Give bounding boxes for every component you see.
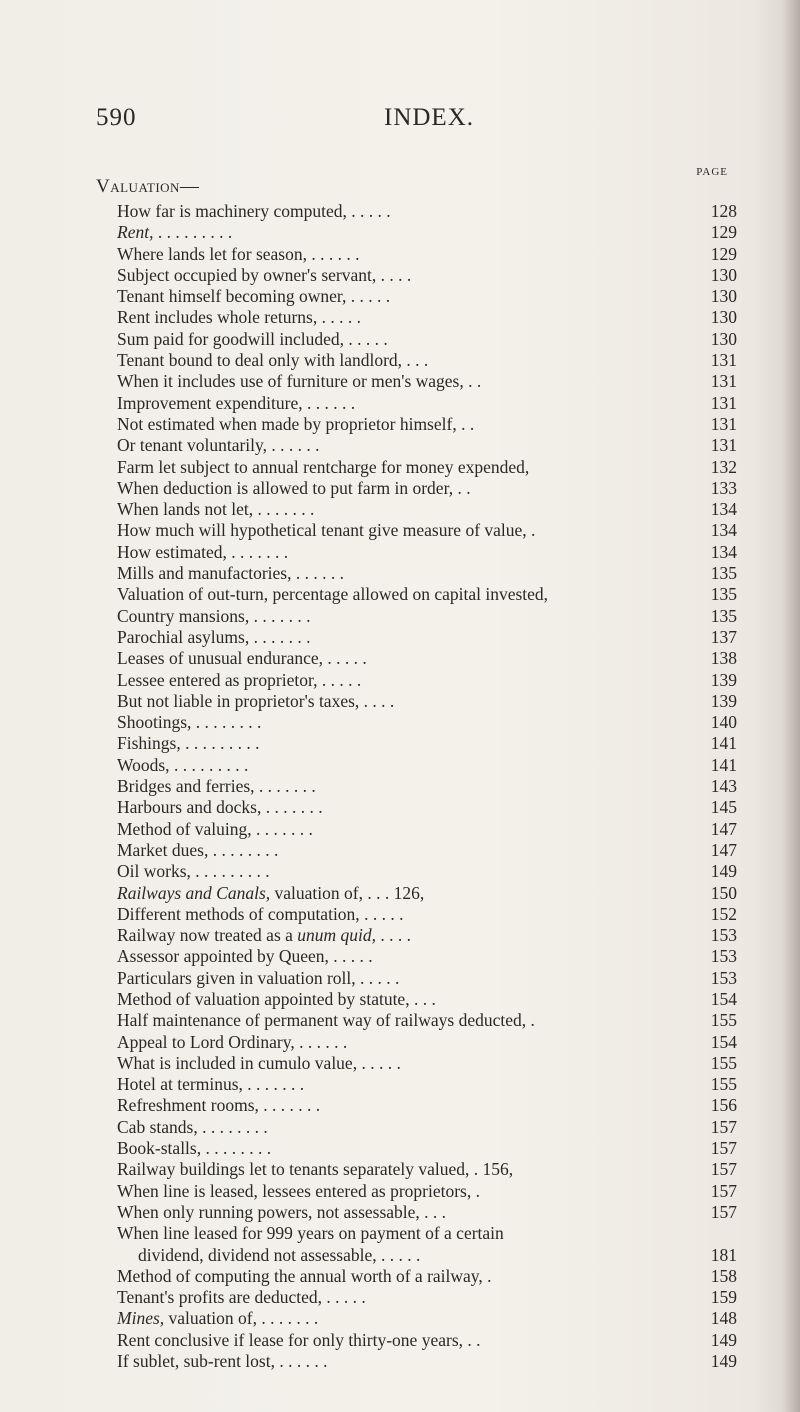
entry-label: Leases of unusual endurance, bbox=[117, 648, 324, 669]
dot-leader: . . bbox=[463, 1329, 481, 1350]
index-entry bbox=[0, 1223, 800, 1244]
index-entry bbox=[0, 1117, 800, 1138]
dot-leader: . . . . . . . . bbox=[201, 1138, 272, 1159]
entry-label: Harbours and docks, bbox=[117, 797, 262, 818]
index-entry bbox=[0, 776, 800, 797]
entry-label: Fishings, bbox=[117, 733, 181, 754]
index-entry bbox=[0, 968, 800, 989]
index-entry bbox=[0, 946, 800, 967]
entry-label: Oil works, bbox=[117, 861, 191, 882]
entry-page-number: 137 bbox=[710, 626, 737, 647]
index-entry bbox=[0, 201, 800, 222]
entry-label: Where lands let for season, bbox=[117, 243, 307, 264]
index-entry bbox=[0, 989, 800, 1010]
index-entry bbox=[0, 861, 800, 882]
dot-leader: . . . . bbox=[376, 925, 412, 946]
entry-page-number: 135 bbox=[710, 605, 737, 626]
index-entry bbox=[0, 606, 800, 627]
entry-text bbox=[117, 563, 344, 584]
entry-label: Improvement expenditure, bbox=[117, 392, 303, 413]
dot-leader: . . . . . . . . . bbox=[190, 861, 270, 882]
entry-text bbox=[117, 1053, 401, 1074]
entry-page-number: 131 bbox=[710, 413, 737, 434]
entry-text bbox=[117, 861, 270, 882]
index-entry bbox=[0, 393, 800, 414]
dot-leader: . . . . . . . bbox=[242, 1074, 305, 1095]
entry-page-number: 148 bbox=[710, 1308, 737, 1329]
entry-text bbox=[117, 1181, 480, 1202]
entry-text bbox=[117, 904, 403, 925]
index-entry bbox=[0, 1202, 800, 1223]
entry-label: When only running powers, not assessable, bbox=[117, 1201, 420, 1222]
index-entry bbox=[0, 819, 800, 840]
entry-page-number: 154 bbox=[710, 988, 737, 1009]
entry-page-number: 133 bbox=[710, 477, 737, 498]
index-entry bbox=[0, 478, 800, 499]
index-entry bbox=[0, 435, 800, 456]
dot-leader: . . . . . . bbox=[302, 392, 356, 413]
dot-leader: . . . . . . . bbox=[254, 776, 316, 797]
dot-leader: . . . . . . bbox=[274, 1351, 328, 1372]
entry-text bbox=[117, 1074, 304, 1095]
entry-page-number: 131 bbox=[710, 371, 737, 392]
index-entry bbox=[0, 1308, 800, 1329]
entry-label: How estimated, bbox=[117, 541, 227, 562]
entry-page-number: 158 bbox=[710, 1265, 737, 1286]
entry-text bbox=[117, 222, 232, 243]
entry-page-number: 155 bbox=[710, 1074, 737, 1095]
entry-page-number: 130 bbox=[710, 286, 737, 307]
dot-leader: . . . . bbox=[359, 690, 395, 711]
dot-leader: . . . . . . . . bbox=[208, 839, 279, 860]
dot-leader: . . . . . bbox=[322, 1287, 366, 1308]
entry-label: Shootings, bbox=[117, 712, 192, 733]
entry-page-number: 157 bbox=[710, 1138, 737, 1159]
entry-label: Farm let subject to annual rentcharge for money expended, bbox=[117, 456, 530, 477]
entry-page-number: 157 bbox=[710, 1159, 737, 1180]
entry-page-number: 130 bbox=[710, 328, 737, 349]
dot-leader: . . . . . . . bbox=[256, 1308, 319, 1329]
entry-text bbox=[117, 776, 316, 797]
index-entry bbox=[0, 286, 800, 307]
dot-leader: . . . bbox=[402, 350, 429, 371]
index-entry bbox=[0, 1181, 800, 1202]
entry-label: When line leased for 999 years on payment of a certain bbox=[117, 1223, 504, 1244]
index-entry bbox=[0, 755, 800, 776]
entry-label: When deduction is allowed to put farm in order, bbox=[117, 477, 454, 498]
entry-label: Railway now treated as a bbox=[117, 925, 298, 946]
index-entry bbox=[0, 244, 800, 265]
index-entry bbox=[0, 265, 800, 286]
entry-page-number: 129 bbox=[710, 243, 737, 264]
dot-leader: . . . . . . . bbox=[258, 1095, 321, 1116]
index-entry bbox=[0, 1245, 800, 1266]
entry-page-number: 130 bbox=[710, 307, 737, 328]
index-entry bbox=[0, 499, 800, 520]
dot-leader: . . . . . . . bbox=[261, 797, 323, 818]
entry-page-number: 140 bbox=[710, 712, 737, 733]
index-entries bbox=[0, 201, 800, 1372]
index-entry bbox=[0, 797, 800, 818]
entry-text bbox=[117, 499, 314, 520]
entry-label: Or tenant voluntarily, bbox=[117, 435, 268, 456]
entry-page-number: 134 bbox=[710, 499, 737, 520]
index-entry bbox=[0, 520, 800, 541]
entry-label: Method of valuation appointed by statute, bbox=[117, 988, 410, 1009]
dot-leader: . . . . . . . . . bbox=[153, 222, 233, 243]
entry-label: Bridges and ferries, bbox=[117, 776, 255, 797]
entry-text bbox=[117, 350, 428, 371]
entry-page-number: 157 bbox=[710, 1116, 737, 1137]
entry-text bbox=[117, 329, 388, 350]
entry-label: Subject occupied by owner's servant, bbox=[117, 264, 377, 285]
entry-text bbox=[117, 307, 361, 328]
dot-leader: . bbox=[526, 520, 536, 541]
running-head bbox=[0, 104, 800, 138]
entry-text bbox=[117, 457, 529, 478]
entry-label: Tenant himself becoming owner, bbox=[117, 286, 347, 307]
entry-page-number: 129 bbox=[710, 222, 737, 243]
entry-page-number: 139 bbox=[710, 669, 737, 690]
entry-page-number: 147 bbox=[710, 839, 737, 860]
index-entry bbox=[0, 1330, 800, 1351]
index-entry bbox=[0, 670, 800, 691]
entry-label: When lands not let, bbox=[117, 499, 254, 520]
index-entry bbox=[0, 350, 800, 371]
entry-text bbox=[117, 244, 360, 265]
entry-page-number: 131 bbox=[710, 392, 737, 413]
entry-label: Half maintenance of permanent way of railways deducted, bbox=[117, 1010, 527, 1031]
entry-text bbox=[117, 1330, 481, 1351]
entry-label: Appeal to Lord Ordinary, bbox=[117, 1031, 295, 1052]
index-entry bbox=[0, 648, 800, 669]
entry-label: Country mansions, bbox=[117, 605, 250, 626]
entry-label: Woods, bbox=[117, 754, 170, 775]
index-entry bbox=[0, 1074, 800, 1095]
dot-leader: . . bbox=[456, 413, 475, 434]
entry-label: Market dues, bbox=[117, 839, 209, 860]
index-entry bbox=[0, 414, 800, 435]
entry-label: When line is leased, lessees entered as proprietors, bbox=[117, 1180, 472, 1201]
entry-text bbox=[117, 670, 361, 691]
index-entry bbox=[0, 925, 800, 946]
entry-text bbox=[117, 755, 248, 776]
index-entry bbox=[0, 1053, 800, 1074]
entry-label: How much will hypothetical tenant give measure of value, bbox=[117, 520, 527, 541]
index-entry bbox=[0, 1032, 800, 1053]
entry-page-number: 157 bbox=[710, 1201, 737, 1222]
entry-page-number: 181 bbox=[710, 1244, 737, 1265]
entry-text bbox=[117, 1287, 366, 1308]
entry-text bbox=[117, 925, 411, 946]
dot-leader: . . . . . . bbox=[294, 1031, 348, 1052]
running-title: INDEX. bbox=[384, 104, 475, 131]
entry-page-number: 143 bbox=[710, 776, 737, 797]
entry-text bbox=[117, 733, 259, 754]
index-entry bbox=[0, 1351, 800, 1372]
entry-label: Different methods of computation, bbox=[117, 903, 360, 924]
index-entry bbox=[0, 584, 800, 605]
entry-page-number: 141 bbox=[710, 733, 737, 754]
entry-text bbox=[117, 1095, 320, 1116]
index-entry bbox=[0, 904, 800, 925]
entry-text bbox=[117, 1159, 513, 1180]
dot-leader: . . . . . . . bbox=[249, 626, 311, 647]
index-entry bbox=[0, 307, 800, 328]
page-number: 590 bbox=[96, 104, 137, 131]
entry-text bbox=[117, 648, 367, 669]
dot-leader: . . . . . bbox=[328, 946, 373, 967]
page-column-label: PAGE bbox=[696, 166, 728, 178]
dot-leader: . . . . . bbox=[346, 201, 391, 221]
entry-label: Method of computing the annual worth of a railway, bbox=[117, 1265, 483, 1286]
dot-leader: . bbox=[471, 1180, 480, 1201]
entry-text bbox=[117, 946, 373, 967]
entry-text bbox=[117, 1010, 535, 1031]
dot-leader: . . . . . bbox=[357, 1052, 401, 1073]
entry-text bbox=[117, 542, 288, 563]
dot-leader: . . . . . bbox=[355, 967, 400, 988]
index-entry bbox=[0, 691, 800, 712]
entry-page-number: 153 bbox=[710, 967, 737, 988]
entry-label: Parochial asylums, bbox=[117, 626, 250, 647]
dot-leader: . . . . . . . bbox=[226, 541, 289, 562]
entry-label: Book-stalls, bbox=[117, 1138, 202, 1159]
dot-leader: . . . . . . bbox=[267, 435, 320, 456]
dot-leader: . . . . . . . . bbox=[191, 712, 262, 733]
entry-label: Rent conclusive if lease for only thirty-one years, bbox=[117, 1329, 464, 1350]
index-entry bbox=[0, 1287, 800, 1308]
entry-page-number: 134 bbox=[710, 520, 737, 541]
dot-leader: . . . . . bbox=[323, 648, 367, 669]
entry-text bbox=[117, 1117, 268, 1138]
entry-page-number: 145 bbox=[710, 797, 737, 818]
entry-text bbox=[117, 478, 471, 499]
entry-label: Valuation of out-turn, percentage allowed on capital invested, bbox=[117, 584, 549, 605]
section-heading: Valuation— bbox=[96, 176, 200, 197]
entry-text bbox=[117, 627, 310, 648]
dot-leader: . . . . . . . bbox=[253, 499, 315, 520]
entry-page-number: 131 bbox=[710, 350, 737, 371]
entry-label: Railway buildings let to tenants separately valued, bbox=[117, 1159, 470, 1180]
index-entry bbox=[0, 371, 800, 392]
entry-label: How far is machinery computed, bbox=[117, 201, 347, 221]
entry-text bbox=[117, 286, 390, 307]
dot-leader: . bbox=[526, 1010, 535, 1031]
entry-text bbox=[117, 435, 320, 456]
entry-page-number: 131 bbox=[710, 435, 737, 456]
entry-label: Cab stands, bbox=[117, 1116, 198, 1137]
entry-text bbox=[138, 1245, 420, 1266]
dot-leader: . . . . . bbox=[317, 669, 362, 690]
entry-page-number: 138 bbox=[710, 648, 737, 669]
entry-text bbox=[117, 1138, 271, 1159]
dot-leader: . . . . . bbox=[344, 328, 388, 349]
dot-leader: . . . . . bbox=[359, 903, 404, 924]
entry-page-number: 141 bbox=[710, 754, 737, 775]
entry-page-number: 153 bbox=[710, 946, 737, 967]
entry-text bbox=[117, 819, 313, 840]
entry-label: Sum paid for goodwill included, bbox=[117, 328, 344, 349]
entry-text bbox=[117, 606, 310, 627]
dot-leader: . . . . . . bbox=[307, 243, 360, 264]
index-entry bbox=[0, 1010, 800, 1031]
entry-text bbox=[117, 520, 535, 541]
entry-heading-italic: Railways and Canals, bbox=[117, 882, 271, 903]
index-entry bbox=[0, 840, 800, 861]
entry-label: Refreshment rooms, bbox=[117, 1095, 259, 1116]
index-entry bbox=[0, 712, 800, 733]
entry-page-number: 139 bbox=[710, 690, 737, 711]
entry-page-number: 135 bbox=[710, 563, 737, 584]
dot-leader: . . . . . . bbox=[291, 563, 344, 584]
entry-page-number: 152 bbox=[710, 903, 737, 924]
entry-text bbox=[117, 414, 474, 435]
entry-label: Assessor appointed by Queen, bbox=[117, 946, 329, 967]
index-entry bbox=[0, 627, 800, 648]
entry-page-number: 149 bbox=[710, 1351, 737, 1372]
entry-page-number: 155 bbox=[710, 1010, 737, 1031]
entry-label: Rent includes whole returns, bbox=[117, 307, 318, 328]
entry-text bbox=[117, 1202, 446, 1223]
dot-leader: . . . . . bbox=[346, 286, 391, 307]
entry-text bbox=[117, 797, 323, 818]
entry-page-number: 153 bbox=[710, 925, 737, 946]
index-entry bbox=[0, 1266, 800, 1287]
entry-label: Method of valuing, bbox=[117, 818, 252, 839]
entry-label: valuation of, bbox=[270, 882, 363, 903]
entry-label: Hotel at terminus, bbox=[117, 1074, 243, 1095]
dot-leader: . . bbox=[453, 477, 471, 498]
dot-leader: . bbox=[482, 1265, 492, 1286]
entry-label: Mills and manufactories, bbox=[117, 563, 292, 584]
index-entry bbox=[0, 542, 800, 563]
entry-text bbox=[117, 1351, 327, 1372]
entry-text bbox=[117, 201, 391, 222]
dot-leader: . . . 126, bbox=[362, 882, 425, 903]
dot-leader: . . . . . bbox=[317, 307, 361, 328]
index-entry bbox=[0, 457, 800, 478]
dot-leader: . . . bbox=[419, 1201, 447, 1222]
entry-text bbox=[117, 989, 436, 1010]
entry-label: What is included in cumulo value, bbox=[117, 1052, 358, 1073]
index-entry bbox=[0, 733, 800, 754]
dot-leader: . . . . bbox=[376, 264, 412, 285]
dot-leader: . . . . . . . bbox=[251, 818, 313, 839]
entry-text bbox=[117, 371, 481, 392]
entry-page-number: 156 bbox=[710, 1095, 737, 1116]
index-entry bbox=[0, 222, 800, 243]
entry-text bbox=[117, 584, 548, 605]
entry-text bbox=[117, 1266, 492, 1287]
dot-leader: . . bbox=[463, 371, 482, 392]
entry-page-number: 147 bbox=[710, 818, 737, 839]
entry-text bbox=[117, 712, 261, 733]
entry-label: Lessee entered as proprietor, bbox=[117, 669, 318, 690]
entry-label: dividend, dividend not assessable, bbox=[138, 1244, 377, 1265]
entry-page-number: 149 bbox=[710, 1329, 737, 1350]
entry-label: But not liable in proprietor's taxes, bbox=[117, 690, 360, 711]
entry-text bbox=[117, 883, 424, 904]
entry-label: Particulars given in valuation roll, bbox=[117, 967, 356, 988]
entry-label: Not estimated when made by proprietor himself, bbox=[117, 413, 457, 434]
entry-page-number: 154 bbox=[710, 1031, 737, 1052]
entry-text bbox=[117, 1223, 504, 1244]
index-entry bbox=[0, 883, 800, 904]
index-entry bbox=[0, 1138, 800, 1159]
entry-page-number: 150 bbox=[710, 882, 737, 903]
index-entry bbox=[0, 563, 800, 584]
entry-text bbox=[117, 1032, 347, 1053]
entry-page-number: 149 bbox=[710, 861, 737, 882]
entry-italic-term: unum quid, bbox=[297, 925, 377, 946]
entry-label: When it includes use of furniture or men's wages, bbox=[117, 371, 464, 392]
entry-text bbox=[117, 265, 411, 286]
entry-text bbox=[117, 1308, 318, 1329]
index-entry bbox=[0, 1159, 800, 1180]
entry-heading-italic: Rent, bbox=[117, 222, 154, 243]
dot-leader: . . . . . . . bbox=[249, 605, 311, 626]
entry-page-number: 130 bbox=[710, 264, 737, 285]
entry-label: Tenant's profits are deducted, bbox=[117, 1287, 323, 1308]
entry-page-number: 159 bbox=[710, 1287, 737, 1308]
entry-page-number: 157 bbox=[710, 1180, 737, 1201]
entry-page-number: 128 bbox=[710, 201, 737, 221]
entry-page-number: 155 bbox=[710, 1052, 737, 1073]
entry-page-number: 135 bbox=[710, 584, 737, 605]
index-entry bbox=[0, 329, 800, 350]
dot-leader: . 156, bbox=[469, 1159, 514, 1180]
dot-leader: . . . . . bbox=[376, 1244, 421, 1265]
dot-leader: . . . . . . . . . bbox=[169, 754, 249, 775]
entry-text bbox=[117, 840, 278, 861]
dot-leader: . . . . . . . . bbox=[197, 1116, 268, 1137]
entry-text bbox=[117, 968, 399, 989]
entry-label: If sublet, sub-rent lost, bbox=[117, 1351, 275, 1372]
entry-heading-italic: Mines, bbox=[117, 1308, 165, 1329]
dot-leader: . . . bbox=[409, 988, 436, 1009]
index-entry bbox=[0, 1095, 800, 1116]
entry-label: Tenant bound to deal only with landlord, bbox=[117, 350, 403, 371]
entry-page-number: 134 bbox=[710, 541, 737, 562]
dot-leader: . . . . . . . . . bbox=[180, 733, 260, 754]
entry-label: valuation of, bbox=[164, 1308, 257, 1329]
entry-text bbox=[117, 393, 355, 414]
entry-page-number: 132 bbox=[710, 456, 737, 477]
entry-text bbox=[117, 691, 394, 712]
